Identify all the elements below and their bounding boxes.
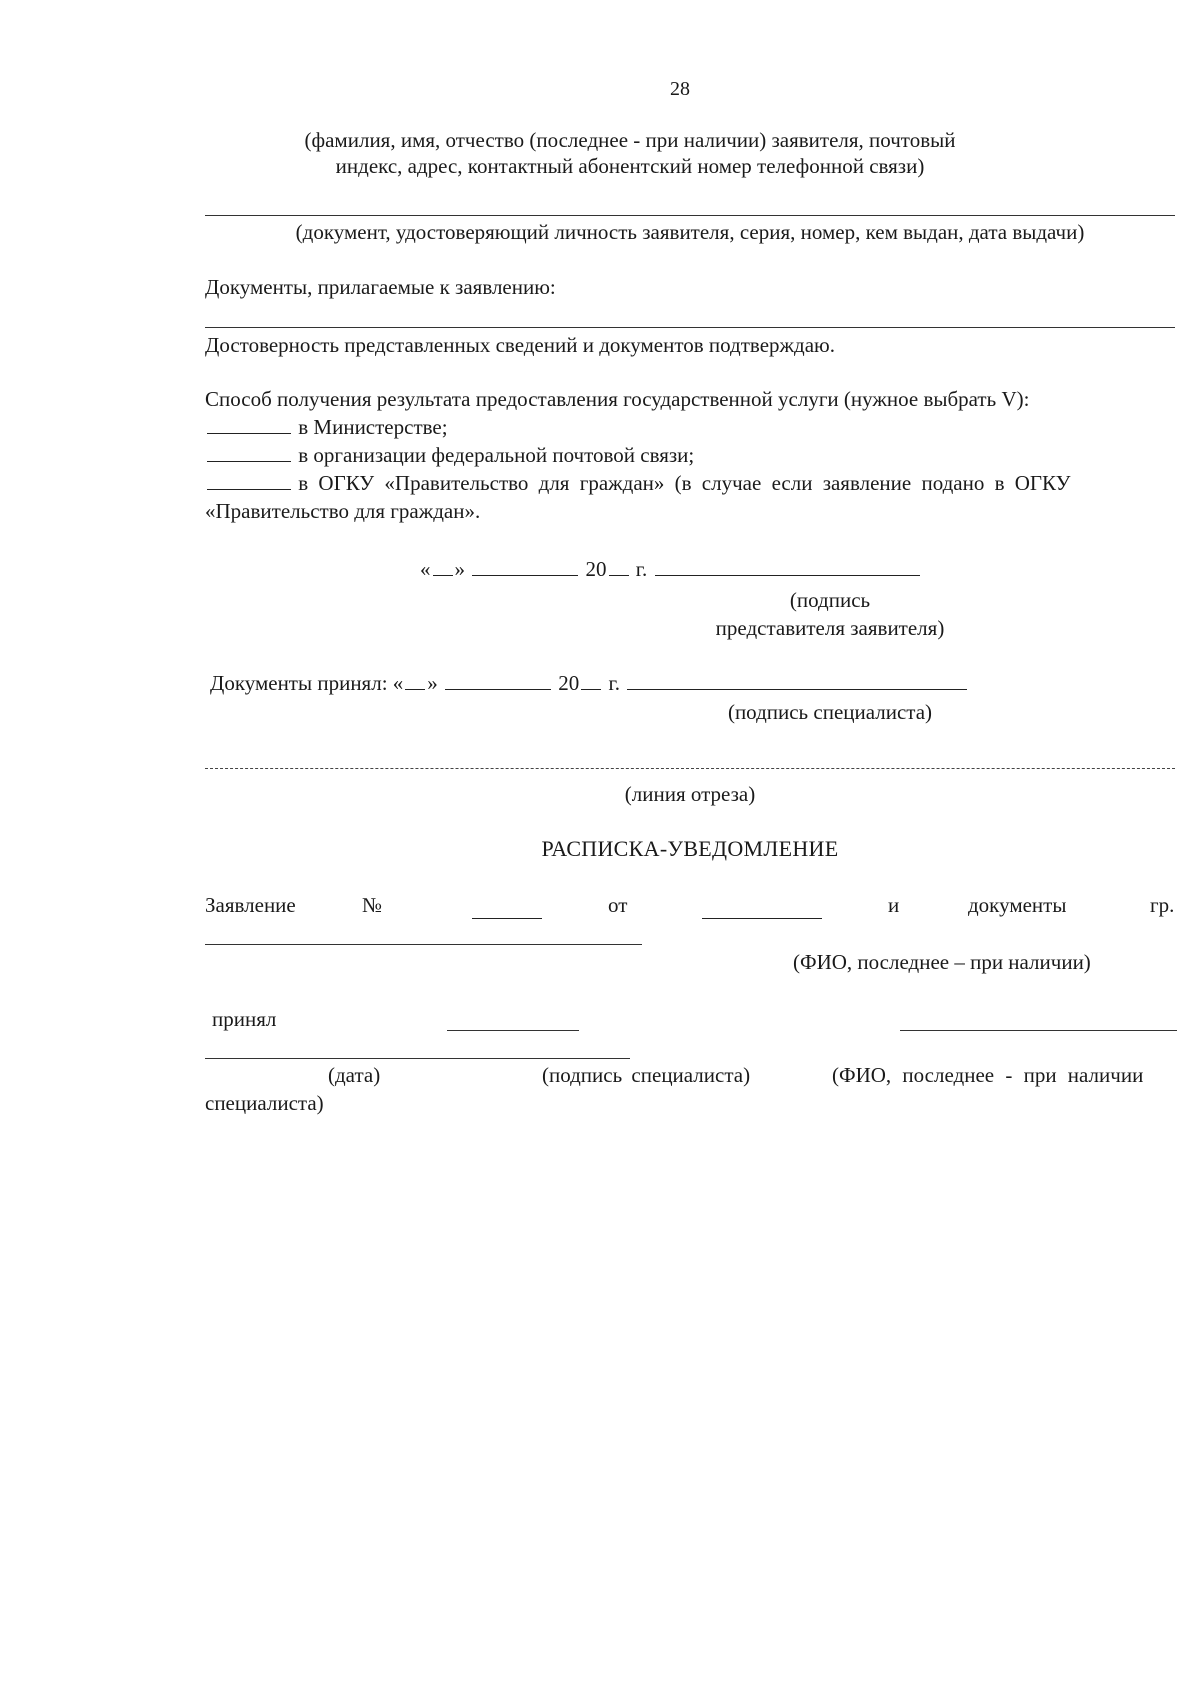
accepted-year-prefix: 20 <box>558 671 580 695</box>
accepted-date-line <box>210 671 969 696</box>
receipt-caption-fio-cont: специалиста) <box>205 1091 324 1115</box>
signature-caption-line2: представителя заявителя) <box>715 616 945 640</box>
result-option-ogku-cont: «Правительство для граждан». <box>205 499 481 523</box>
month-field[interactable] <box>472 574 578 576</box>
option-ministry-label: в Министерстве; <box>298 415 448 439</box>
receipt-word-from: от <box>608 893 628 917</box>
result-option-ogku <box>205 471 1175 496</box>
receipt-date-field[interactable] <box>702 917 822 919</box>
option-post-label: в организации федеральной почтовой связи; <box>298 443 695 467</box>
signature-caption-line1: (подпись <box>789 588 871 612</box>
receipt-word-statement: Заявление <box>205 893 296 917</box>
option-ogku-checkbox[interactable] <box>207 488 291 490</box>
accepted-quote-close: » <box>427 671 438 695</box>
receipt-word-and: и <box>888 893 900 917</box>
id-document-caption: (документ, удостоверяющий личность заявителя, серия, номер, кем выдан, дата выдачи) <box>295 220 1085 244</box>
accepted-day-field[interactable] <box>405 688 425 690</box>
result-option-ministry <box>205 415 448 440</box>
result-method-title: Способ получения результата предоставления государственной услуги (нужное выбрать V): <box>205 387 1030 411</box>
quote-open: « <box>420 557 431 581</box>
accepted-label: Документы принял: « <box>210 671 404 695</box>
result-option-post <box>205 443 694 468</box>
year-suffix: г. <box>635 557 648 581</box>
attached-docs-field[interactable] <box>205 327 1175 328</box>
option-post-checkbox[interactable] <box>207 460 291 462</box>
applicant-caption-line2: индекс, адрес, контактный абонентский номер телефонной связи) <box>335 154 925 178</box>
receipt-accepted-signature-field[interactable] <box>447 1030 579 1031</box>
signature-date-line <box>420 557 922 582</box>
receipt-accepted-date-field[interactable] <box>205 1058 630 1059</box>
representative-signature-field[interactable] <box>655 574 920 576</box>
receipt-caption-signature: (подпись специалиста) <box>542 1063 751 1087</box>
receipt-citizen-name-field[interactable] <box>205 944 642 945</box>
representative-signature-caption <box>690 586 970 642</box>
year-prefix: 20 <box>585 557 607 581</box>
option-ministry-checkbox[interactable] <box>207 432 291 434</box>
receipt-fio-caption: (ФИО, последнее – при наличии) <box>793 950 1091 974</box>
day-field[interactable] <box>433 574 453 576</box>
year-field[interactable] <box>609 574 629 576</box>
receipt-accepted-label: принял <box>212 1007 277 1031</box>
option-ogku-label: в ОГКУ «Правительство для граждан» (в случае если заявление подано в ОГКУ <box>298 471 1071 495</box>
receipt-title: РАСПИСКА-УВЕДОМЛЕНИЕ <box>541 836 839 861</box>
accepted-month-field[interactable] <box>445 688 551 690</box>
quote-close: » <box>454 557 465 581</box>
accepted-year-field[interactable] <box>581 688 601 690</box>
specialist-signature-caption: (подпись специалиста) <box>727 700 933 724</box>
attached-docs-label: Документы, прилагаемые к заявлению: <box>205 275 556 299</box>
cut-line <box>205 768 1175 769</box>
confirmation-text: Достоверность представленных сведений и документов подтверждаю. <box>205 333 835 357</box>
applicant-caption-line1: (фамилия, имя, отчество (последнее - при наличии) заявителя, почтовый <box>304 128 956 152</box>
receipt-word-documents: документы <box>968 893 1067 917</box>
id-document-field[interactable] <box>205 215 1175 216</box>
accepted-year-suffix: г. <box>608 671 621 695</box>
receipt-accepted-fio-field[interactable] <box>900 1030 1177 1031</box>
receipt-word-number: № <box>362 893 383 917</box>
cut-line-caption: (линия отреза) <box>624 782 756 806</box>
applicant-caption <box>190 127 1070 179</box>
receipt-word-citizen: гр. <box>1150 893 1175 917</box>
page-number: 28 <box>670 78 690 100</box>
receipt-caption-date: (дата) <box>328 1063 381 1087</box>
receipt-caption-fio: (ФИО, последнее - при наличии <box>832 1063 1144 1087</box>
specialist-signature-field[interactable] <box>627 688 967 690</box>
receipt-number-field[interactable] <box>472 917 542 919</box>
